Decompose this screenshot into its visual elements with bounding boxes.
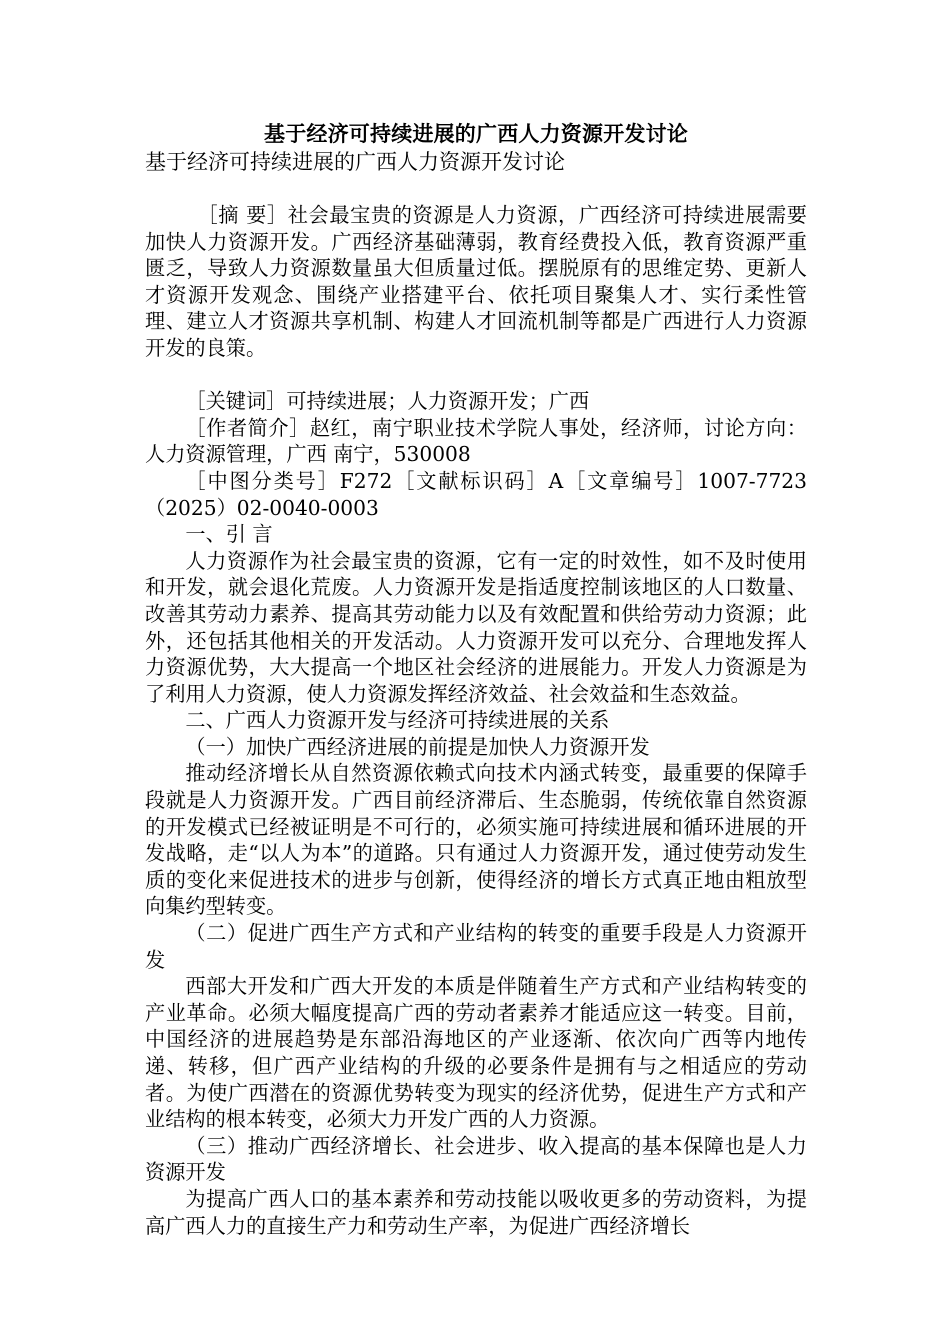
section-heading-relation: 二、广西人力资源开发与经济可持续进展的关系 xyxy=(185,708,610,733)
document-subtitle: 基于经济可持续进展的广西人力资源开发讨论 xyxy=(145,150,565,174)
keywords-line: ［关键词］可持续进展；人力资源开发；广西 xyxy=(185,389,590,414)
document-page xyxy=(145,120,807,1239)
abstract-paragraph: ［摘 要］社会最宝贵的资源是人力资源，广西经济可持续进展需要加快人力资源开发。广西经济基础薄弱，教育经费投入低，教育资源严重匮乏，导致人力资源数量虽大但质量过低。摆脱原有的思维定势、更新人才资源开发观念、围绕产业搭建平台、依托项目聚集人才、实行柔性管理、建立人才资源共享机制、构建人才回流机制等都是广西进行人力资源开发的良策。 xyxy=(145,203,807,360)
author-info: ［作者简介］赵红，南宁职业技术学院人事处，经济师，讨论方向：人力资源管理，广西 南宁，530008 xyxy=(145,415,807,467)
spacer xyxy=(145,362,807,389)
subsection-paragraph-1: 推动经济增长从自然资源依赖式向技术内涵式转变，最重要的保障手段就是人力资源开发。广西目前经济滞后、生态脆弱，传统依靠自然资源的开发模式已经被证明是不可行的，必须实施可持续进展和循环进展的开发战略，走“以人为本”的道路。只有通过人力资源开发，通过使劳动发生质的变化来促进技术的进步与创新，使得经济的增长方式真正地由粗放型向集约型转变。 xyxy=(145,761,807,919)
document-title: 基于经济可持续进展的广西人力资源开发讨论 xyxy=(264,122,688,146)
classification-info: ［中图分类号］F272［文献标识码］A［文章编号］1007-7723（2025）02-0040-0003 xyxy=(145,468,807,520)
subsection-paragraph-2: 西部大开发和广西大开发的本质是伴随着生产方式和产业结构转变的产业革命。必须大幅度提高广西的劳动者素养才能适应这一转变。目前，中国经济的进展趋势是东部沿海地区的产业逐渐、依次向广西等内地传递、转移，但广西产业结构的升级的必要条件是拥有与之相适应的劳动者。为使广西潜在的资源优势转变为现实的经济优势，促进生产方式和产业结构的根本转变，必须大力开发广西的人力资源。 xyxy=(145,974,807,1132)
subsection-paragraph-3: 为提高广西人口的基本素养和劳动技能以吸收更多的劳动资料，为提高广西人力的直接生产力和劳动生产率，为促进广西经济增长 xyxy=(145,1186,807,1238)
subsection-heading-3: （三）推动广西经济增长、社会进步、收入提高的基本保障也是人力资源开发 xyxy=(145,1133,807,1185)
subsection-heading-1: （一）加快广西经济进展的前提是加快人力资源开发 xyxy=(185,734,650,759)
section-heading-intro: 一、引 言 xyxy=(185,522,273,547)
subsection-heading-2: （二）促进广西生产方式和产业结构的转变的重要手段是人力资源开发 xyxy=(145,921,807,972)
intro-paragraph: 人力资源作为社会最宝贵的资源，它有一定的时效性，如不及时使用和开发，就会退化荒废。人力资源开发是指适度控制该地区的人口数量、改善其劳动力素养、提高其劳动能力以及有效配置和供给劳动力资源；此外，还包括其他相关的开发活动。人力资源开发可以充分、合理地发挥人力资源优势，大大提高一个地区社会经济的进展能力。开发人力资源是为了利用人力资源，使人力资源发挥经济效益、社会效益和生态效益。 xyxy=(145,548,807,706)
